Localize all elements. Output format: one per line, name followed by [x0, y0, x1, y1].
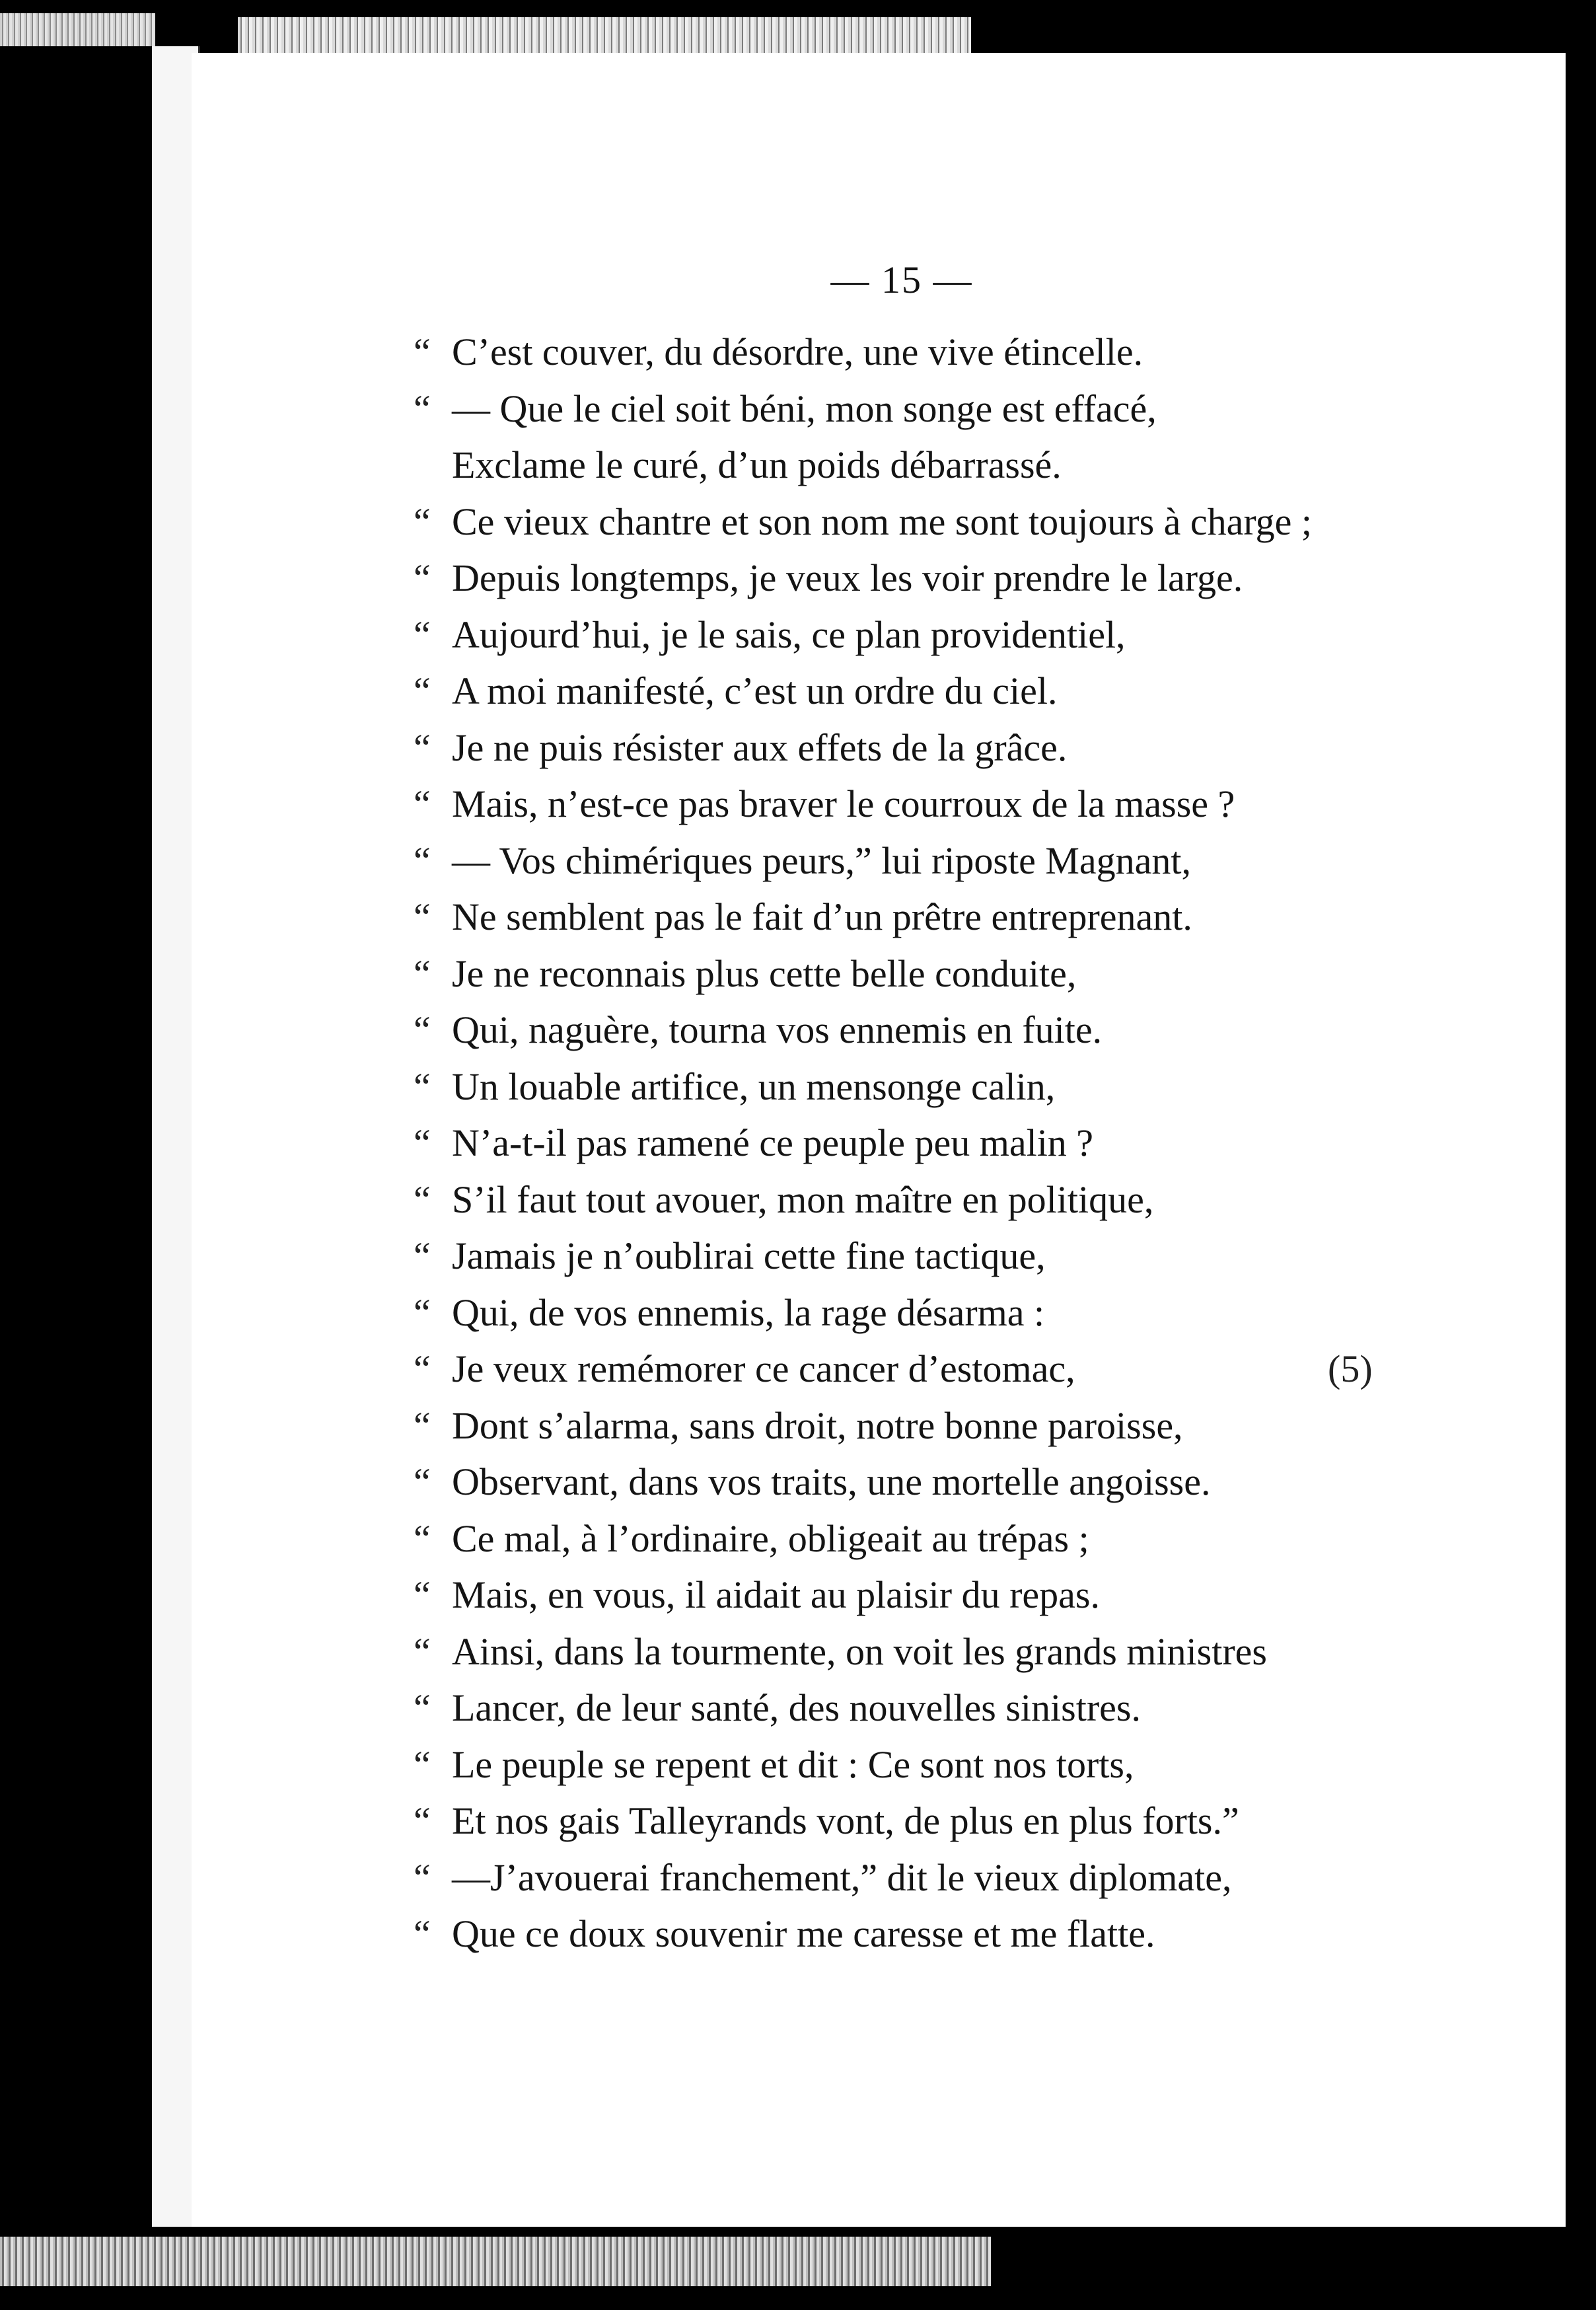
verse-text: A moi manifesté, c’est un ordre du ciel. [452, 669, 1058, 712]
open-quote: “ [414, 1799, 431, 1842]
poem-verse [410, 324, 1566, 1962]
page-number: — 15 — [830, 258, 973, 301]
book-page [192, 53, 1566, 2227]
open-quote: “ [414, 1912, 431, 1955]
open-quote: “ [414, 500, 431, 543]
verse-line [410, 1680, 1566, 1736]
verse-line [410, 1397, 1566, 1454]
open-quote: “ [414, 1347, 431, 1390]
verse-text: Mais, en vous, il aidait au plaisir du repas. [452, 1573, 1100, 1616]
verse-line [410, 437, 1566, 494]
verse-line [410, 1228, 1566, 1285]
scan-edge-strip [0, 2237, 991, 2286]
verse-text: —J’avouerai franchement,” dit le vieux diplomate, [452, 1855, 1232, 1899]
verse-text: Depuis longtemps, je veux les voir prendre le large. [452, 556, 1243, 599]
open-quote: “ [414, 1008, 431, 1051]
verse-line [410, 1059, 1566, 1115]
verse-text: Qui, de vos ennemis, la rage désarma : [452, 1290, 1045, 1334]
open-quote: “ [414, 1460, 431, 1503]
verse-line [410, 1736, 1566, 1793]
verse-line [410, 494, 1566, 550]
open-quote: “ [414, 1064, 431, 1108]
verse-text: Ce mal, à l’ordinaire, obligeait au trépas ; [452, 1516, 1089, 1560]
verse-text: Un louable artifice, un mensonge calin, [452, 1064, 1056, 1108]
verse-text: Lancer, de leur santé, des nouvelles sinistres. [452, 1686, 1141, 1729]
verse-text: — Que le ciel soit béni, mon songe est effacé, [452, 387, 1157, 430]
open-quote: “ [414, 726, 431, 769]
verse-text: S’il faut tout avouer, mon maître en politique, [452, 1177, 1154, 1221]
verse-line [410, 1906, 1566, 1962]
verse-line [410, 381, 1566, 437]
verse-line [410, 1793, 1566, 1849]
open-quote: “ [414, 1403, 431, 1447]
verse-text: Que ce doux souvenir me caresse et me flatte. [452, 1912, 1155, 1955]
verse-line [410, 1285, 1566, 1341]
verse-text: Mais, n’est-ce pas braver le courroux de la masse ? [452, 782, 1235, 825]
verse-line [410, 1172, 1566, 1228]
verse-text: Jamais je n’oublirai cette fine tactique, [452, 1234, 1046, 1277]
verse-text: C’est couver, du désordre, une vive étincelle. [452, 330, 1143, 373]
open-quote: “ [414, 1516, 431, 1560]
open-quote: “ [414, 895, 431, 938]
open-quote: “ [414, 613, 431, 656]
verse-text: Je veux remémorer ce cancer d’estomac, [452, 1347, 1075, 1390]
verse-line [410, 720, 1566, 776]
verse-text: Dont s’alarma, sans droit, notre bonne paroisse, [452, 1403, 1183, 1447]
open-quote: “ [414, 951, 431, 995]
verse-line [410, 550, 1566, 607]
open-quote: “ [414, 1121, 431, 1164]
verse-line [410, 889, 1566, 946]
verse-text: Aujourd’hui, je le sais, ce plan providentiel, [452, 613, 1126, 656]
verse-line [410, 1567, 1566, 1623]
verse-line [410, 1623, 1566, 1680]
verse-line [410, 1510, 1566, 1567]
open-quote: “ [414, 782, 431, 825]
open-quote: “ [414, 669, 431, 712]
verse-text: Et nos gais Talleyrands vont, de plus en plus forts.” [452, 1799, 1239, 1842]
verse-text: Qui, naguère, tourna vos ennemis en fuite. [452, 1008, 1103, 1051]
open-quote: “ [414, 1290, 431, 1334]
verse-line [410, 324, 1566, 381]
verse-text: Ainsi, dans la tourmente, on voit les grands ministres [452, 1629, 1267, 1673]
margin-note: (5) [1328, 1347, 1373, 1390]
verse-line [410, 1002, 1566, 1059]
verse-text: Exclame le curé, d’un poids débarrassé. [452, 443, 1062, 486]
open-quote: “ [414, 387, 431, 430]
verse-text: Observant, dans vos traits, une mortelle angoisse. [452, 1460, 1211, 1503]
verse-line [410, 946, 1566, 1002]
open-quote: “ [414, 1177, 431, 1221]
open-quote: “ [414, 1742, 431, 1786]
verse-line [410, 1115, 1566, 1172]
open-quote: “ [414, 330, 431, 373]
verse-text: Le peuple se repent et dit : Ce sont nos torts, [452, 1742, 1134, 1786]
open-quote: “ [414, 1234, 431, 1277]
verse-text: Ce vieux chantre et son nom me sont toujours à charge ; [452, 500, 1312, 543]
verse-line [410, 607, 1566, 663]
open-quote: “ [414, 1573, 431, 1616]
scan-edge-strip [238, 17, 971, 54]
verse-text: N’a-t-il pas ramené ce peuple peu malin ? [452, 1121, 1094, 1164]
open-quote: “ [414, 556, 431, 599]
verse-text: Je ne reconnais plus cette belle conduite, [452, 951, 1077, 995]
verse-line [410, 1341, 1566, 1397]
verse-text: Je ne puis résister aux effets de la grâce. [452, 726, 1068, 769]
verse-text: — Vos chimériques peurs,” lui riposte Magnant, [452, 838, 1192, 882]
verse-line [410, 833, 1566, 889]
verse-text: Ne semblent pas le fait d’un prêtre entreprenant. [452, 895, 1192, 938]
verse-line [410, 776, 1566, 833]
verse-line [410, 1849, 1566, 1906]
open-quote: “ [414, 838, 431, 882]
open-quote: “ [414, 1686, 431, 1729]
verse-line [410, 1454, 1566, 1510]
scan-edge-strip [0, 13, 155, 46]
open-quote: “ [414, 1855, 431, 1899]
verse-line [410, 663, 1566, 720]
open-quote: “ [414, 1629, 431, 1673]
